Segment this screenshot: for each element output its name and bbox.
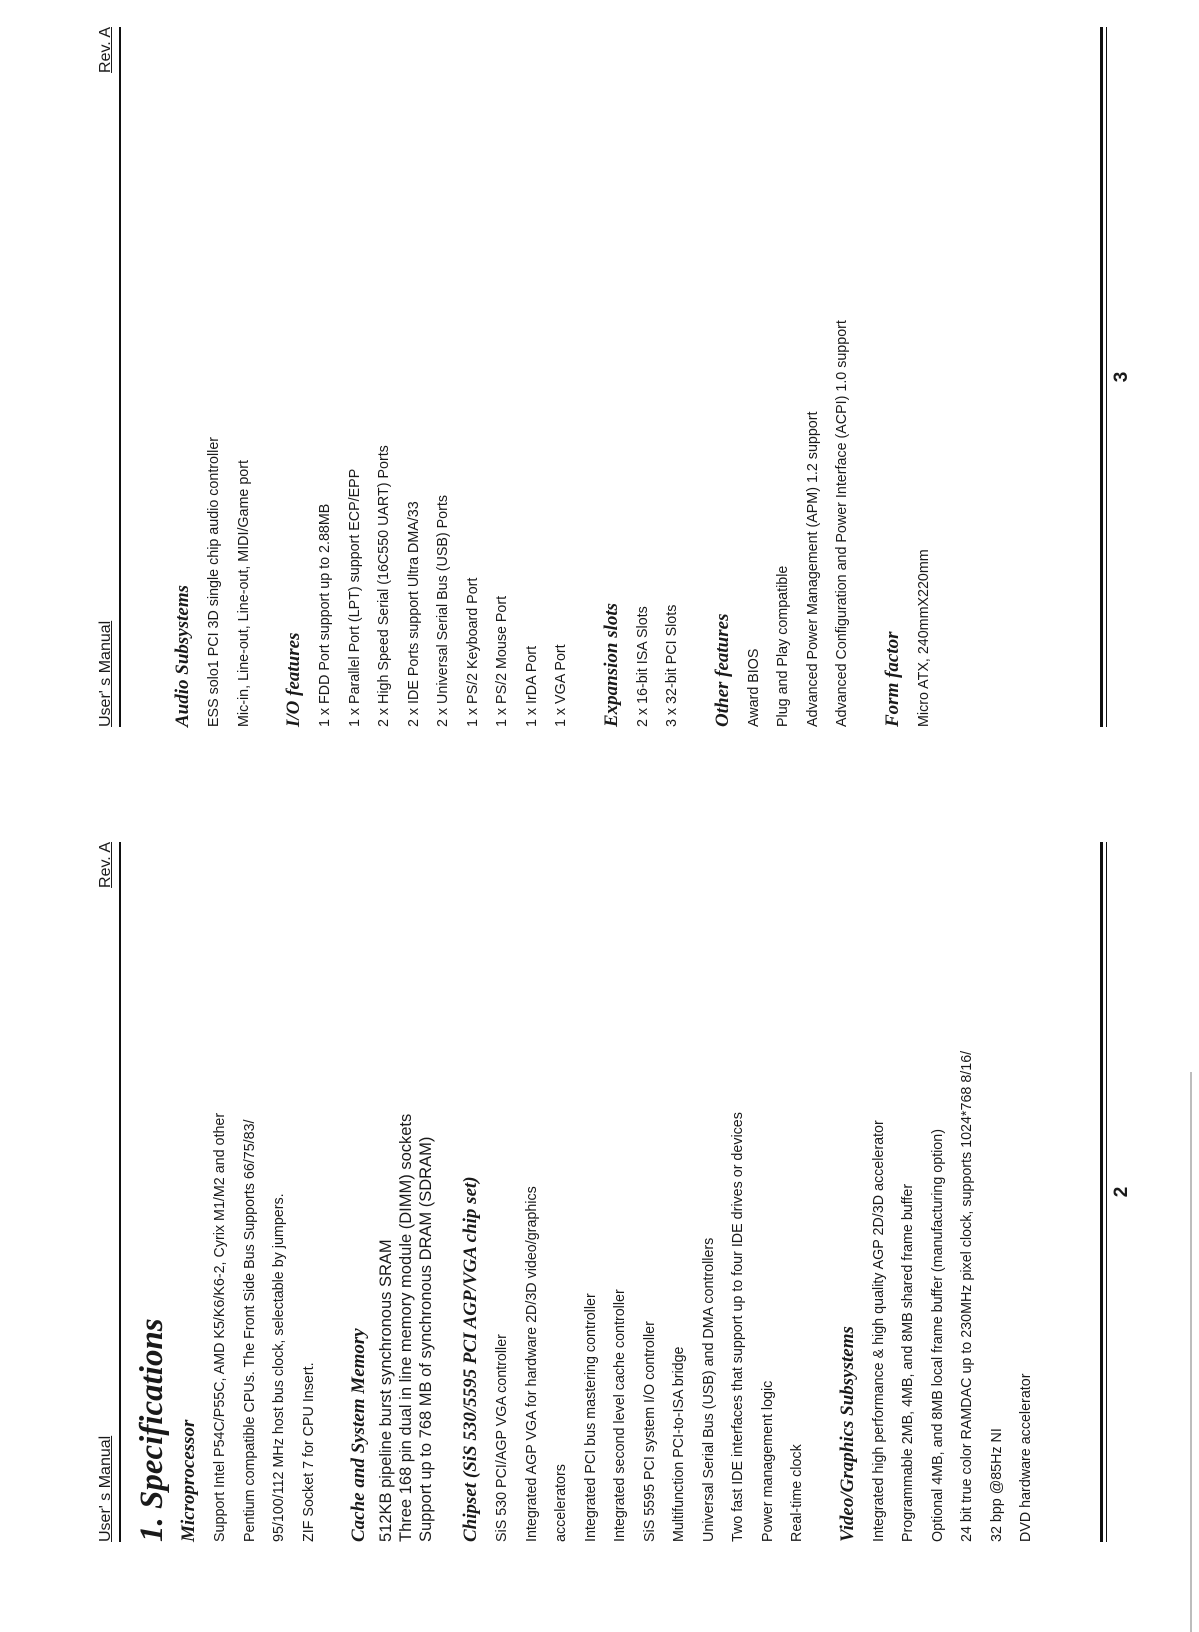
spec-line: Integrated second level cache controller <box>612 1289 628 1542</box>
spec-line: SiS 5595 PCI system I/O controller <box>641 1321 658 1542</box>
footer-rule <box>1106 27 1107 727</box>
section-heading-microprocessor: Microprocessor <box>178 1419 199 1542</box>
header-manual-title: User' s Manual <box>97 1435 114 1542</box>
spec-line: 2 x 16-bit ISA Slots <box>634 606 651 727</box>
spec-line: Integrated high performance & high quality AGP 2D/3D accelerator <box>870 1120 887 1542</box>
spec-line: 1 x VGA Port <box>553 644 569 727</box>
spec-line: ESS solo1 PCI 3D single chip audio controller <box>206 436 222 727</box>
spec-line: 32 bpp @85Hz NI <box>988 1428 1005 1542</box>
spec-line: SiS 530 PCI/AGP VGA controller <box>494 1334 510 1542</box>
section-heading-audio: Audio Subsystems <box>172 584 193 727</box>
page-header <box>85 842 121 1542</box>
spec-line: 512KB pipeline burst synchronous SRAM <box>377 1239 395 1542</box>
spec-line: 2 x High Speed Serial (16C550 UART) Ports <box>376 445 392 727</box>
spec-line: Programmable 2MB, 4MB, and 8MB shared frame buffer <box>900 1183 916 1542</box>
section-heading-io-features: I/O features <box>283 632 304 727</box>
page-number: 3 <box>1111 371 1132 383</box>
spec-line: 1 x Parallel Port (LPT) support ECP/EPP <box>346 468 363 727</box>
spec-line: Two fast IDE interfaces that support up to four IDE drives or devices <box>730 1112 746 1542</box>
page-body <box>148 22 939 727</box>
spec-line: Advanced Configuration and Power Interface (ACPI) 1.0 support <box>834 320 850 727</box>
spec-line: Integrated PCI bus mastering controller <box>582 1293 599 1542</box>
spec-line: Three 168 pin dual in line memory module (DIMM) sockets <box>397 1113 415 1542</box>
spec-line: Optional 4MB, and 8MB local frame buffer (manufacturing option) <box>929 1129 946 1542</box>
spec-line: 1 x IrDA Port <box>523 645 540 727</box>
header-revision: Rev. A <box>97 27 114 73</box>
spec-line: Support Intel P54C/P55C, AMD K5/K6/K6-2, Cyrix M1/M2 and other <box>212 1112 228 1542</box>
page-body <box>130 837 1042 1542</box>
spec-line: ZIF Socket 7 for CPU Insert. <box>300 1362 317 1542</box>
spec-line: Mic-in, Line-out, Line-out, MIDI/Game port <box>235 460 252 727</box>
spec-line: Power management logic <box>759 1380 776 1542</box>
section-heading-other-features: Other features <box>711 613 733 727</box>
spec-line: 95/100/112 MHz host bus clock, selectable by jumpers. <box>271 1193 287 1542</box>
header-revision: Rev. A <box>97 842 114 888</box>
spec-line: Real-time clock <box>789 1444 805 1542</box>
header-manual-title: User' s Manual <box>97 620 114 727</box>
section-heading-expansion-slots: Expansion slots <box>600 602 622 727</box>
spec-line: Support up to 768 MB of synchronous DRAM (SDRAM) <box>417 1136 435 1542</box>
spec-line: 1 x FDD Port support up to 2.88MB <box>317 503 333 727</box>
spec-line: 2 x Universal Serial Bus (USB) Ports <box>435 495 451 727</box>
spec-line: 24 bit true color RAMDAC up to 230MHz pixel clock, supports 1024*768 8/16/ <box>959 1050 975 1542</box>
page-number: 2 <box>1111 1186 1132 1198</box>
spec-line: Advanced Power Management (APM) 1.2 support <box>804 411 821 727</box>
spec-line: 3 x 32-bit PCI Slots <box>664 604 680 727</box>
spec-line: Micro ATX, 240mmX220mm <box>915 549 932 727</box>
spec-line: Award BIOS <box>745 648 762 727</box>
left-page <box>0 837 1199 1597</box>
section-heading-chipset: Chipset (SiS 530/5595 PCI AGP/VGA chip set) <box>460 1176 481 1542</box>
spec-line: DVD hardware accelerator <box>1018 1373 1034 1542</box>
spec-line: 1 x PS/2 Keyboard Port <box>464 577 481 727</box>
spec-line: Integrated AGP VGA for hardware 2D/3D video/graphics <box>523 1186 540 1542</box>
spec-line: Universal Serial Bus (USB) and DMA controllers <box>700 1237 717 1542</box>
page-header <box>85 27 121 727</box>
chapter-title: 1. Specifications <box>134 1318 170 1542</box>
spec-line: Pentium compatible CPUs. The Front Side Bus Supports 66/75/83/ <box>241 1119 258 1542</box>
page-footer <box>1100 27 1132 727</box>
section-heading-video-graphics: Video/Graphics Subsystems <box>836 1326 858 1542</box>
spec-line: accelerators <box>553 1464 569 1542</box>
section-heading-form-factor: Form factor <box>881 631 903 727</box>
right-page <box>0 22 1199 782</box>
page-footer <box>1100 842 1132 1542</box>
spec-line: 1 x PS/2 Mouse Port <box>494 595 510 727</box>
spec-line: Plug and Play compatible <box>775 565 791 727</box>
footer-rule <box>1106 842 1107 1542</box>
spec-line: Multifunction PCI-to-ISA bridge <box>671 1346 687 1542</box>
spec-line: 2 x IDE Ports support Ultra DMA/33 <box>405 501 422 727</box>
section-heading-cache-memory: Cache and System Memory <box>348 1328 369 1542</box>
